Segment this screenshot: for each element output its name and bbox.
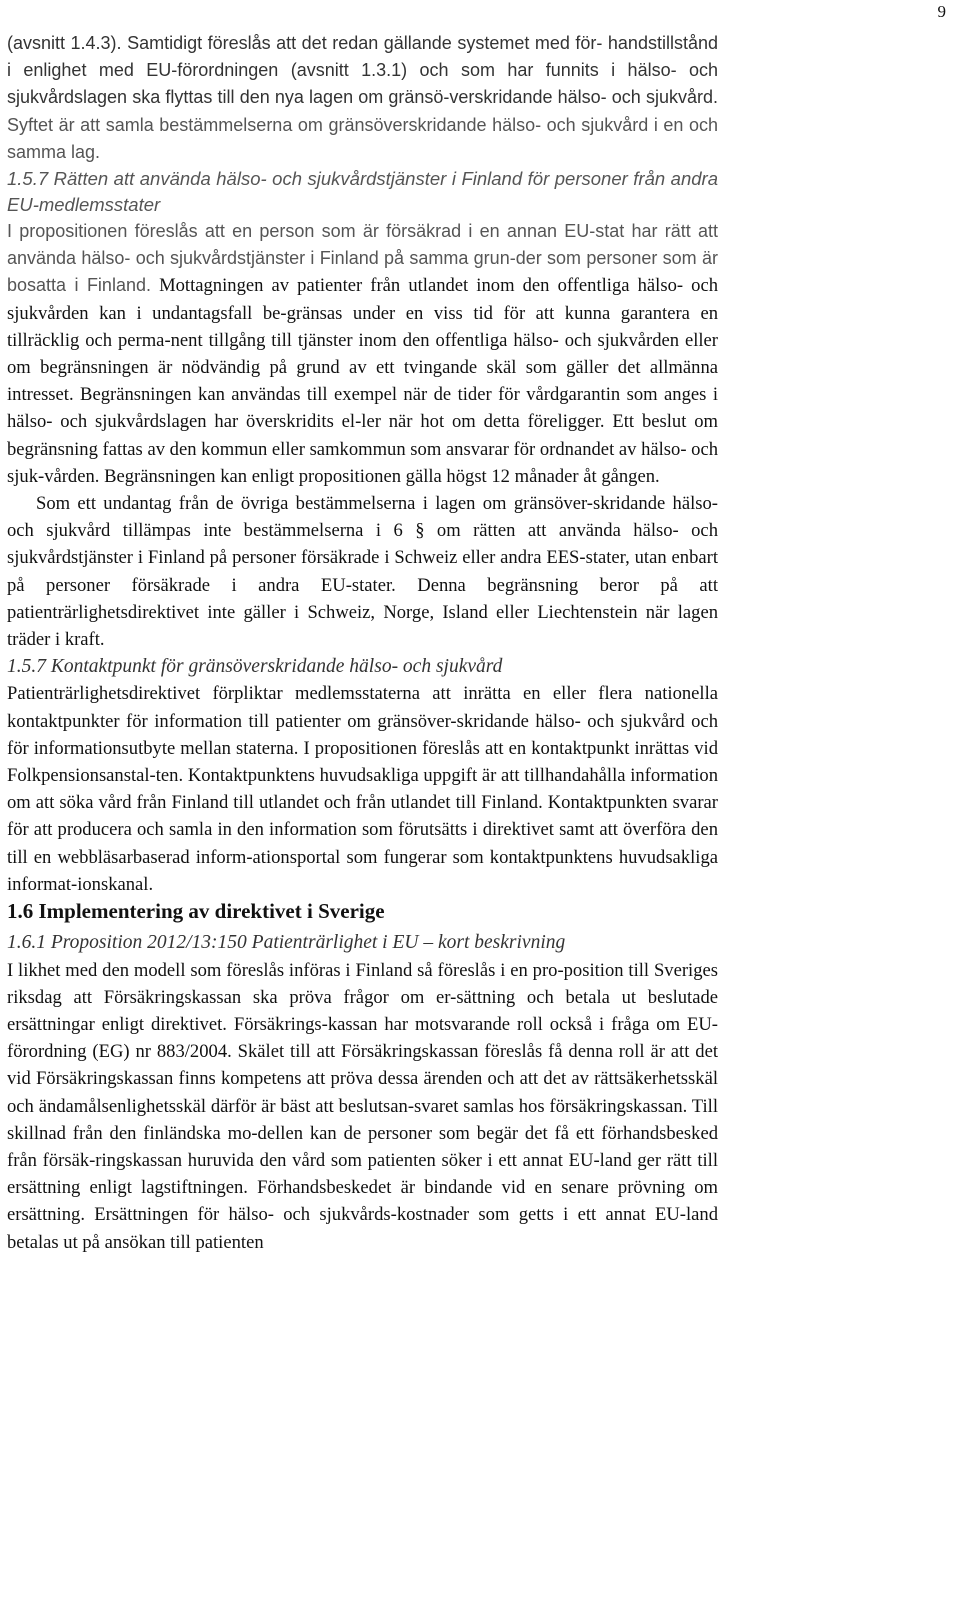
paragraph-eu-rights [7, 218, 718, 490]
paragraph-eu-rights-lead: I propositionen föreslås att en person som är försäkrad i en annan EU-stat har rätt att använda hälso- och sjukvårdstjänster i Finland på samma grun-der som personer som är bosatta i Finland. [7, 221, 718, 296]
section-heading-1-6-1: 1.6.1 Proposition 2012/13:150 Patienträrlighet i EU – kort beskrivning [7, 932, 566, 954]
section-heading-1-6: 1.6 Implementering av direktivet i Sverige [7, 899, 385, 924]
page-number: 9 [937, 2, 946, 21]
paragraph-contact-point: Patienträrlighetsdirektivet förpliktar medlemsstaterna att inrätta en eller flera nationella kontaktpunkter för information till patienter om gränsöver-skridande hälso- och sjukvård och för informationsutbyte mellan staterna. I propositionen föreslås att en kontaktpunkt inrättas vid Folkpensionsanstal-ten. Kontaktpunktens huvudsakliga uppgift är att tillhandahålla information om att söka vård från Finland till utlandet och från utlandet till Finland. Kontaktpunkten svarar för att producera och samla in den information som förutsätts i direktivet samt att överföra den till en webbläsarbaserad inform-ationsportal som fungerar som kontaktpunktens huvudsakliga informat-ionskanal. [7, 683, 718, 895]
paragraph-eu-rights-body: Mottagningen av patienter från utlandet inom den offentliga hälso- och sjukvården kan i undantagsfall be-gränsas under en viss tid för att kunna garantera en tillräcklig och perma-nent tillgång till tjänster inom den offentliga hälso- och sjukvården eller om begränsningen är nödvändig på grund av ett tvingande skäl som gäller det allmänna intresset. Begränsningen kan användas till exempel när de tider för vårdgarantin som anges i hälso- och sjukvårdslagen har överskridits el-ler när hot om detta föreligger. Ett beslut om begränsning fattas av den kommun eller samkommun som ansvarar för ordnandet av hälso- och sjuk-vården. Begränsningen kan enligt propositionen gälla högst 12 månader åt gången. [7, 275, 719, 487]
paragraph-sweden: I likhet med den modell som föreslås införas i Finland så föreslås i en pro-position till Sveriges riksdag att Försäkringskassan ska pröva frågor om er-sättning och betala ut beslutade ersättningar enligt direktivet. Försäkrings-kassan har motsvarande roll också i fråga om EU-förordning (EG) nr 883/2004. Skälet till att Försäkringskassan föreslås få denna roll är att det vid Försäkringskassan finns kompetens att pröva dessa ärenden och att det av rättsäkerhetsskäl och ändamålsenlighetsskäl därför är bäst att beslutsan-svaret samlas hos försäkringskassan. Till skillnad från den finländska mo-dellen kan de personer som begär det få ett förhandsbesked från försäk-ringskassan huruvida den vård som patienten söker i ett annat EU-land ger rätt till ersättning enligt lagstiftningen. Förhandsbeskedet är bindande vid en senare prövning om ersättning. Ersättningen för hälso- och sjukvårds-kostnader som getts i ett annat EU-land betalas ut på ansökan till patienten [7, 959, 718, 1253]
section-heading-1-5-7a: 1.5.7 Rätten att använda hälso- och sjukvårdstjänster i Finland för personer från andra EU-medlemsstater [7, 168, 718, 216]
document-body [7, 30, 718, 1256]
paragraph-intro [7, 30, 718, 166]
paragraph-exception: Som ett undantag från de övriga bestämmelserna i lagen om gränsöver-skridande hälso- och sjukvård tillämpas inte bestämmelserna i 6 § om rätten att använda hälso- och sjukvårdstjänster i Finland på personer försäkrade i Schweiz eller andra EES-stater, utan enbart på personer försäkrade i andra EU-stater. Denna begränsning beror på att patienträrlighetsdirektivet inte gäller i Schweiz, Norge, Island eller Liechtenstein när lagen träder i kraft. [7, 493, 718, 651]
intro-line-1: (avsnitt 1.4.3). Samtidigt föreslås att det redan gällande systemet med för- [7, 33, 603, 53]
intro-continuation: handstillstånd i enlighet med EU-förordningen (avsnitt 1.3.1) och som har funnits i hälso- och sjukvårdslagen ska flyttas till den nya lagen om gränsö-verskridande hälso- och sjukvård. [7, 33, 718, 108]
intro-tail: Syftet är att samla bestämmelserna om gränsöverskridande hälso- och sjukvård i en och samma lag. [7, 114, 718, 162]
section-heading-1-5-7b: 1.5.7 Kontaktpunkt för gränsöverskridande hälso- och sjukvård [7, 656, 503, 678]
